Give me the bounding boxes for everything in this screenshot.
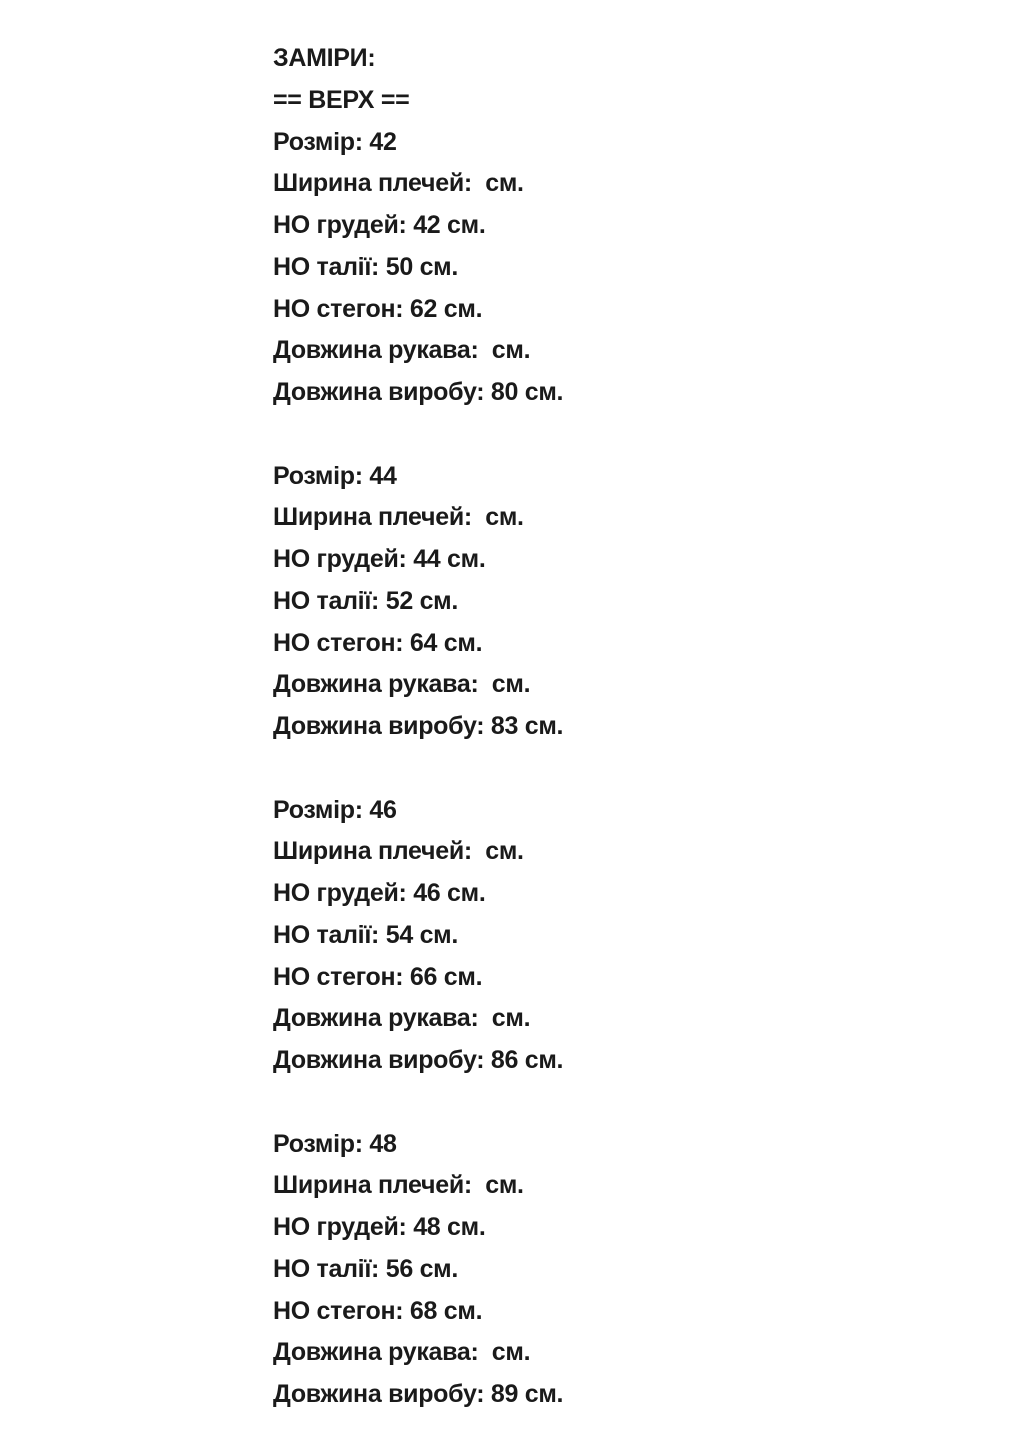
size-block-42: [273, 122, 563, 414]
size-label: Розмір: 48: [273, 1129, 397, 1158]
sleeve-length: Довжина рукава: см.: [273, 670, 531, 699]
garment-length: Довжина виробу: 86 см.: [273, 1046, 564, 1074]
size-block-48: [273, 1124, 563, 1416]
waist-half-girth: НО талії: 52 см.: [273, 586, 459, 615]
waist-half-girth: НО талії: 54 см.: [273, 920, 459, 949]
chest-half-girth: НО грудей: 46 см.: [273, 879, 486, 907]
waist-half-girth: НО талії: 50 см.: [273, 252, 459, 281]
hip-half-girth: НО стегон: 64 см.: [273, 628, 483, 657]
block-spacer: [273, 1082, 563, 1124]
garment-length: Довжина виробу: 83 см.: [273, 712, 564, 740]
shoulder-width: Ширина плечей: см.: [273, 503, 524, 532]
sleeve-length: Довжина рукава: см.: [273, 1004, 531, 1033]
chest-half-girth: НО грудей: 48 см.: [273, 1213, 486, 1241]
size-block-44: [273, 456, 563, 748]
sleeve-length: Довжина рукава: см.: [273, 336, 531, 365]
hip-half-girth: НО стегон: 66 см.: [273, 962, 483, 991]
size-label: Розмір: 42: [273, 127, 397, 156]
block-spacer: [273, 414, 563, 456]
chest-half-girth: НО грудей: 42 см.: [273, 211, 486, 239]
hip-half-girth: НО стегон: 68 см.: [273, 1296, 483, 1325]
measurements-document: [273, 38, 563, 1416]
size-block-46: [273, 790, 563, 1082]
size-label: Розмір: 46: [273, 795, 397, 824]
waist-half-girth: НО талії: 56 см.: [273, 1254, 459, 1283]
document-heading: ЗАМІРИ:: [273, 44, 376, 72]
sleeve-length: Довжина рукава: см.: [273, 1338, 531, 1367]
hip-half-girth: НО стегон: 62 см.: [273, 294, 483, 323]
block-spacer: [273, 748, 563, 790]
shoulder-width: Ширина плечей: см.: [273, 169, 524, 198]
shoulder-width: Ширина плечей: см.: [273, 1171, 524, 1200]
chest-half-girth: НО грудей: 44 см.: [273, 545, 486, 573]
size-label: Розмір: 44: [273, 461, 397, 490]
section-title: == ВЕРХ ==: [273, 85, 410, 114]
garment-length: Довжина виробу: 80 см.: [273, 378, 564, 406]
shoulder-width: Ширина плечей: см.: [273, 837, 524, 866]
garment-length: Довжина виробу: 89 см.: [273, 1380, 564, 1408]
